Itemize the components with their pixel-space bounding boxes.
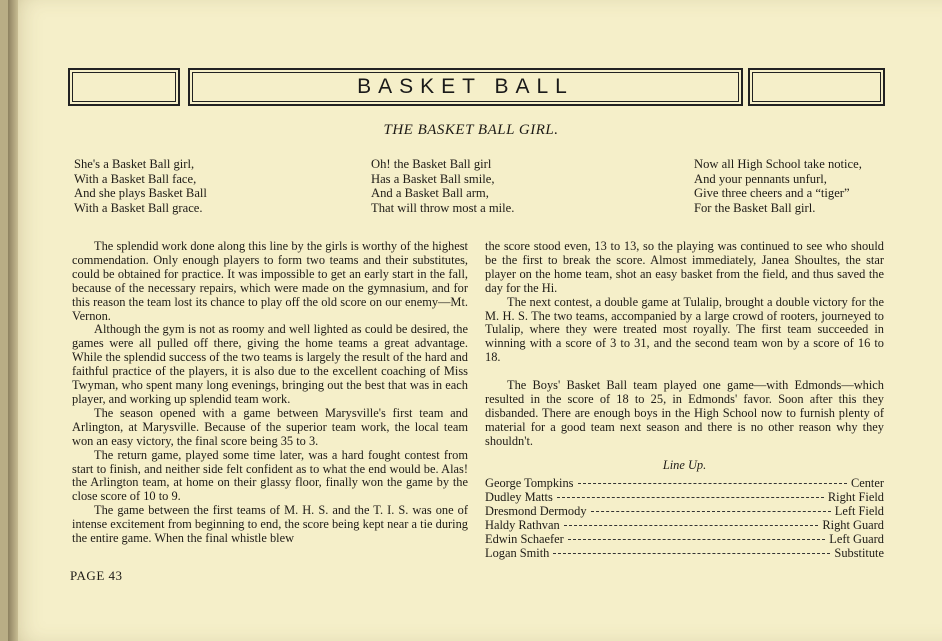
leader-dashes <box>568 539 826 540</box>
poem-line: She's a Basket Ball girl, <box>74 157 195 171</box>
player-name: Dudley Matts <box>485 489 553 504</box>
player-position: Center <box>850 475 884 490</box>
article-paragraph: The season opened with a game between Marysville's first team and Arlington, at Marysville. Because of the superior team work, the local team won an easy victory, the final score being 35 to 3. <box>72 405 468 448</box>
poem-line: And your pennants unfurl, <box>694 171 827 186</box>
lineup-row <box>485 476 884 490</box>
poem-stanza-3 <box>694 157 862 215</box>
article-paragraph: The Boys' Basket Ball team played one game—with Edmonds—which resulted in the score of 18 to 25, in Edmonds' favor. Soon after this they disbanded. There are enough boys in the High School now to furnish plenty of material for a good team next season and there is no other reason why they shouldn't. <box>485 378 884 448</box>
lineup-row <box>485 518 884 532</box>
article-paragraph: The game between the first teams of M. H. S. and the T. I. S. was one of intense excitement from beginning to end, the score being kept near a tie during the entire game. When the final whistle blew <box>72 503 468 546</box>
leader-dashes <box>553 553 830 554</box>
poem-line: With a Basket Ball grace. <box>74 200 203 215</box>
banner-right-box <box>748 68 885 106</box>
article-paragraph: The next contest, a double game at Tulalip, brought a double victory for the M. H. S. The two teams, accompanied by a large crowd of rooters, journeyed to Tulalip, where they were treated most royally. The first team succeeded in winning with a score of 3 to 31, and the second team won by a score of 16 to 18. <box>485 294 884 365</box>
player-name: Haldy Rathvan <box>485 517 560 532</box>
player-position: Substitute <box>834 545 884 560</box>
lineup-row <box>485 504 884 518</box>
article-right-column <box>485 240 884 560</box>
page-binding-shadow <box>8 0 18 641</box>
page-number: PAGE 43 <box>70 568 123 583</box>
leader-dashes <box>557 497 824 498</box>
section-title: BASKET BALL <box>357 75 574 98</box>
poem-stanza-2 <box>371 157 514 215</box>
leader-dashes <box>578 483 847 484</box>
lineup-row <box>485 490 884 504</box>
poem-line: Oh! the Basket Ball girl <box>371 157 492 171</box>
poem-line: For the Basket Ball girl. <box>694 200 816 215</box>
player-position: Left Guard <box>829 531 884 546</box>
player-position: Right Guard <box>822 517 884 532</box>
lineup-row <box>485 532 884 546</box>
poem-line: And she plays Basket Ball <box>74 186 207 201</box>
poem-line: Now all High School take notice, <box>694 157 862 171</box>
lineup-list <box>485 476 884 560</box>
poem-line: With a Basket Ball face, <box>74 171 197 186</box>
leader-dashes <box>564 525 819 526</box>
player-position: Left Field <box>834 503 884 518</box>
poem-line: And a Basket Ball arm, <box>371 186 489 201</box>
player-name: George Tompkins <box>485 475 574 490</box>
poem-line: That will throw most a mile. <box>371 200 515 215</box>
player-name: Dresmond Dermody <box>485 503 587 518</box>
banner-left-box <box>68 68 180 106</box>
poem-line: Give three cheers and a “tiger” <box>694 186 850 201</box>
article-paragraph: Although the gym is not as roomy and well lighted as could be desired, the games were all pulled off there, giving the home teams a great advantage. While the splendid success of the two teams is largely the result of the hard and faithful practice of the players, it is also due to the excellent coaching of Miss Twyman, who spent many long evenings, bringing out the best that was in each player, and working up splendid team work. <box>72 322 468 406</box>
player-position: Right Field <box>827 489 884 504</box>
lineup-title: Line Up. <box>662 457 707 472</box>
poem-line: Has a Basket Ball smile, <box>371 171 495 186</box>
poem-title: THE BASKET BALL GIRL. <box>383 122 559 138</box>
player-name: Logan Smith <box>485 545 550 560</box>
article-left-column <box>72 240 468 546</box>
player-name: Edwin Schaefer <box>485 531 564 546</box>
poem-stanza-1 <box>74 157 207 215</box>
article-paragraph: The splendid work done along this line by the girls is worthy of the highest commendation. Only enough players to form two teams and their substitutes, could be obtained for practice. It was impossible to get an early start in the fall, because of the necessary repairs, which were made on the gymnasium, and for this reason the team lost its chance to play off the old score on our enemy—Mt. Vernon. <box>72 239 468 323</box>
lineup-row <box>485 546 884 560</box>
leader-dashes <box>591 511 831 512</box>
article-paragraph: the score stood even, 13 to 13, so the playing was continued to see who should be the first to break the score. Almost immediately, Janea Shoultes, the star player on the home team, shot an easy basket from the field, and thus saved the day for the Hi. <box>485 239 884 295</box>
article-paragraph: The return game, played some time later, was a hard fought contest from start to finish, and neither side felt confident as to what the end would be. Alas! the Arlington team, at home on their glassy floor, finally won the game by the close score of 10 to 9. <box>72 447 468 504</box>
